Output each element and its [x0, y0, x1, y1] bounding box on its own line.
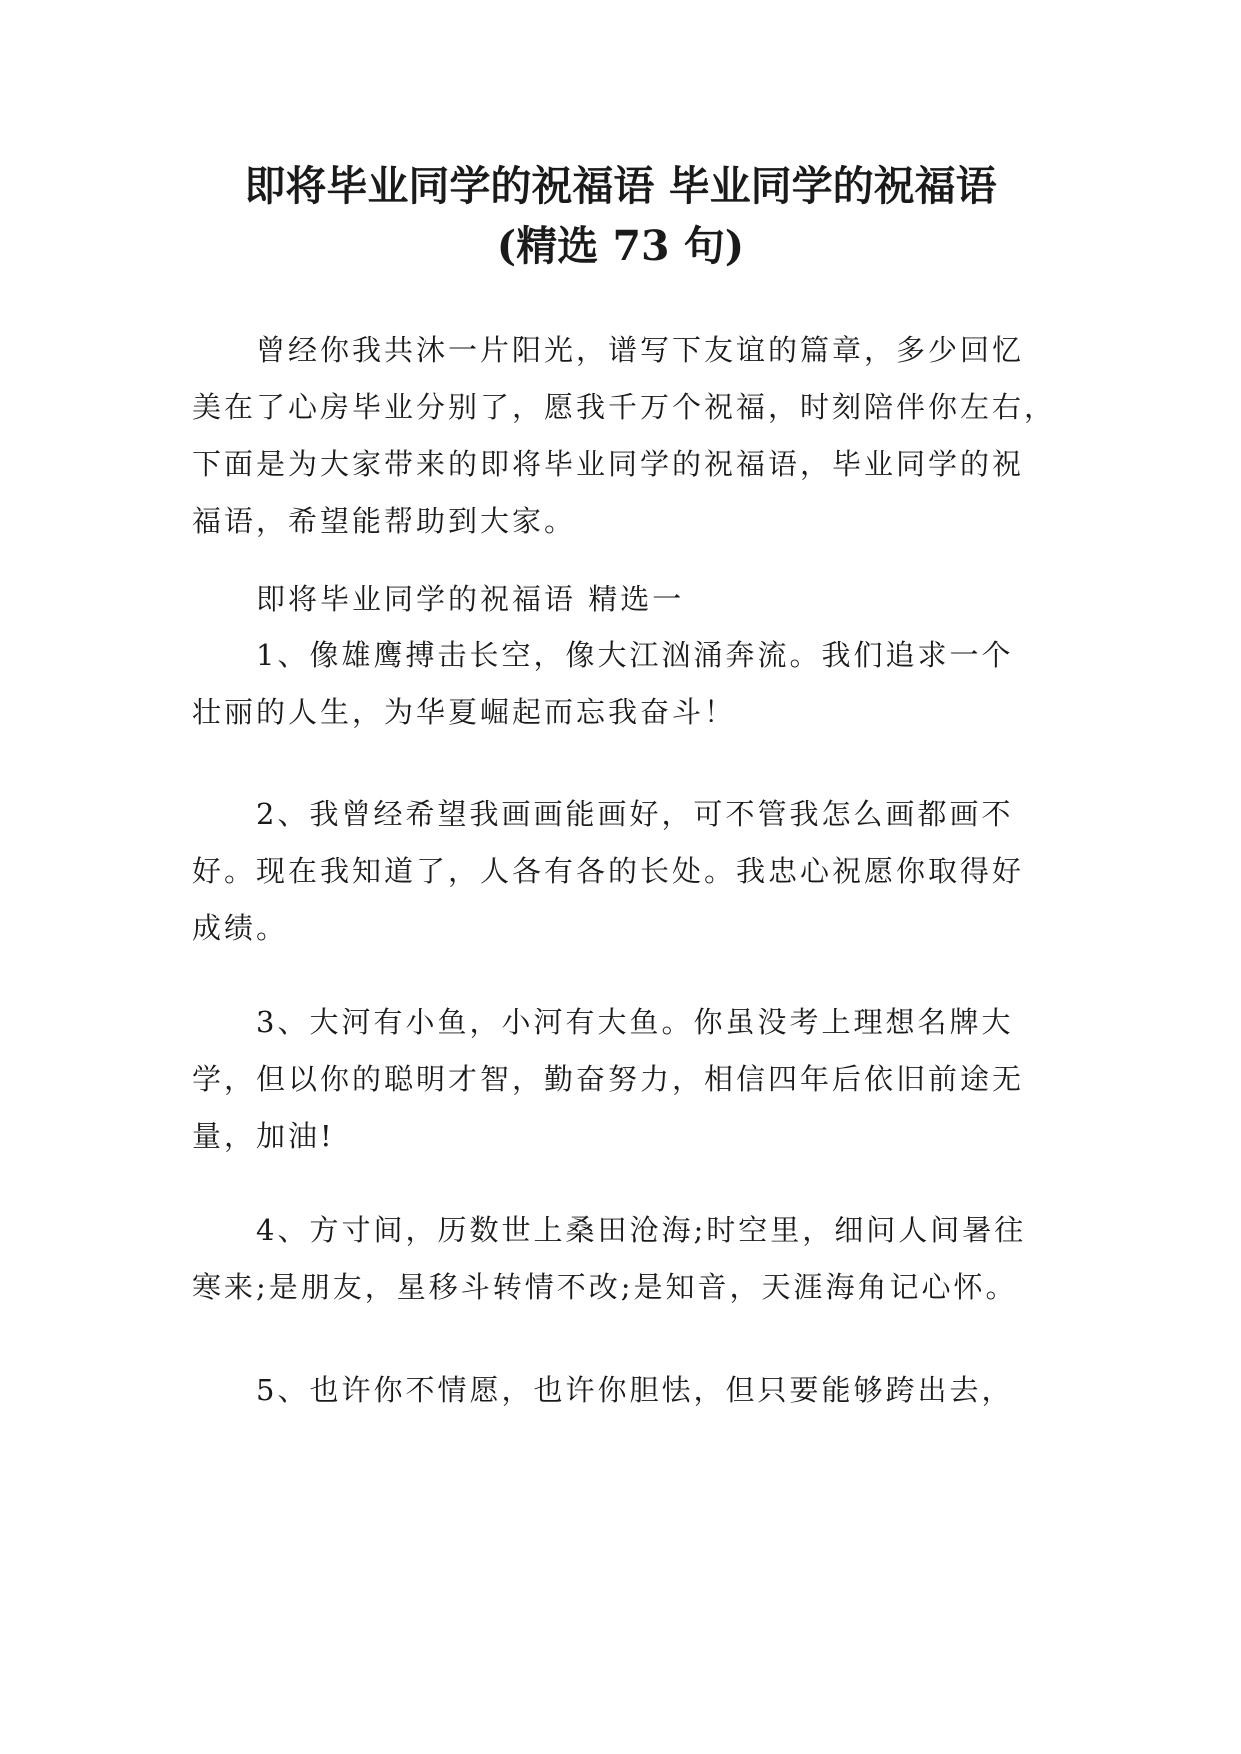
text-line: 曾经你我共沐一片阳光，谱写下友谊的篇章，多少回忆 — [256, 333, 1025, 367]
text-line: 3、大河有小鱼，小河有大鱼。你虽没考上理想名牌大 — [256, 1005, 1014, 1039]
title-line-2: (精选 73 句) — [496, 222, 745, 270]
list-item-5 — [192, 1362, 1062, 1419]
text-line: 美在了心房毕业分别了，愿我千万个祝福，时刻陪伴你左右， — [192, 390, 1057, 424]
text-line: 学，但以你的聪明才智，勤奋努力，相信四年后依旧前途无 — [192, 1062, 1025, 1096]
text-line: 成绩。 — [192, 911, 289, 945]
text-line: 下面是为大家带来的即将毕业同学的祝福语，毕业同学的祝 — [192, 447, 1025, 481]
list-item-4 — [192, 1202, 1062, 1316]
text-line: 5、也许你不情愿，也许你胆怯，但只要能够跨出去， — [256, 1373, 1014, 1407]
list-item-1 — [192, 627, 1062, 741]
document-title — [150, 156, 1091, 276]
title-line-1: 即将毕业同学的祝福语 毕业同学的祝福语 — [244, 162, 997, 210]
text-line: 福语，希望能帮助到大家。 — [192, 504, 577, 538]
list-item-2 — [192, 786, 1062, 957]
text-line: 寒来;是朋友，星移斗转情不改;是知音，天涯海角记心怀。 — [192, 1270, 1018, 1304]
list-item-3 — [192, 994, 1062, 1165]
text-line: 2、我曾经希望我画画能画好，可不管我怎么画都画不 — [256, 797, 1014, 831]
text-line: 4、方寸间，历数世上桑田沧海;时空里，细问人间暑往 — [256, 1213, 1027, 1247]
section-heading-text: 即将毕业同学的祝福语 精选一 — [256, 582, 685, 616]
text-line: 1、像雄鹰搏击长空，像大江汹涌奔流。我们追求一个 — [256, 638, 1014, 672]
intro-paragraph — [192, 322, 1062, 550]
text-line: 壮丽的人生，为华夏崛起而忘我奋斗！ — [192, 695, 737, 729]
section-heading — [192, 571, 1062, 628]
text-line: 量，加油! — [192, 1119, 335, 1153]
text-line: 好。现在我知道了，人各有各的长处。我忠心祝愿你取得好 — [192, 854, 1025, 888]
